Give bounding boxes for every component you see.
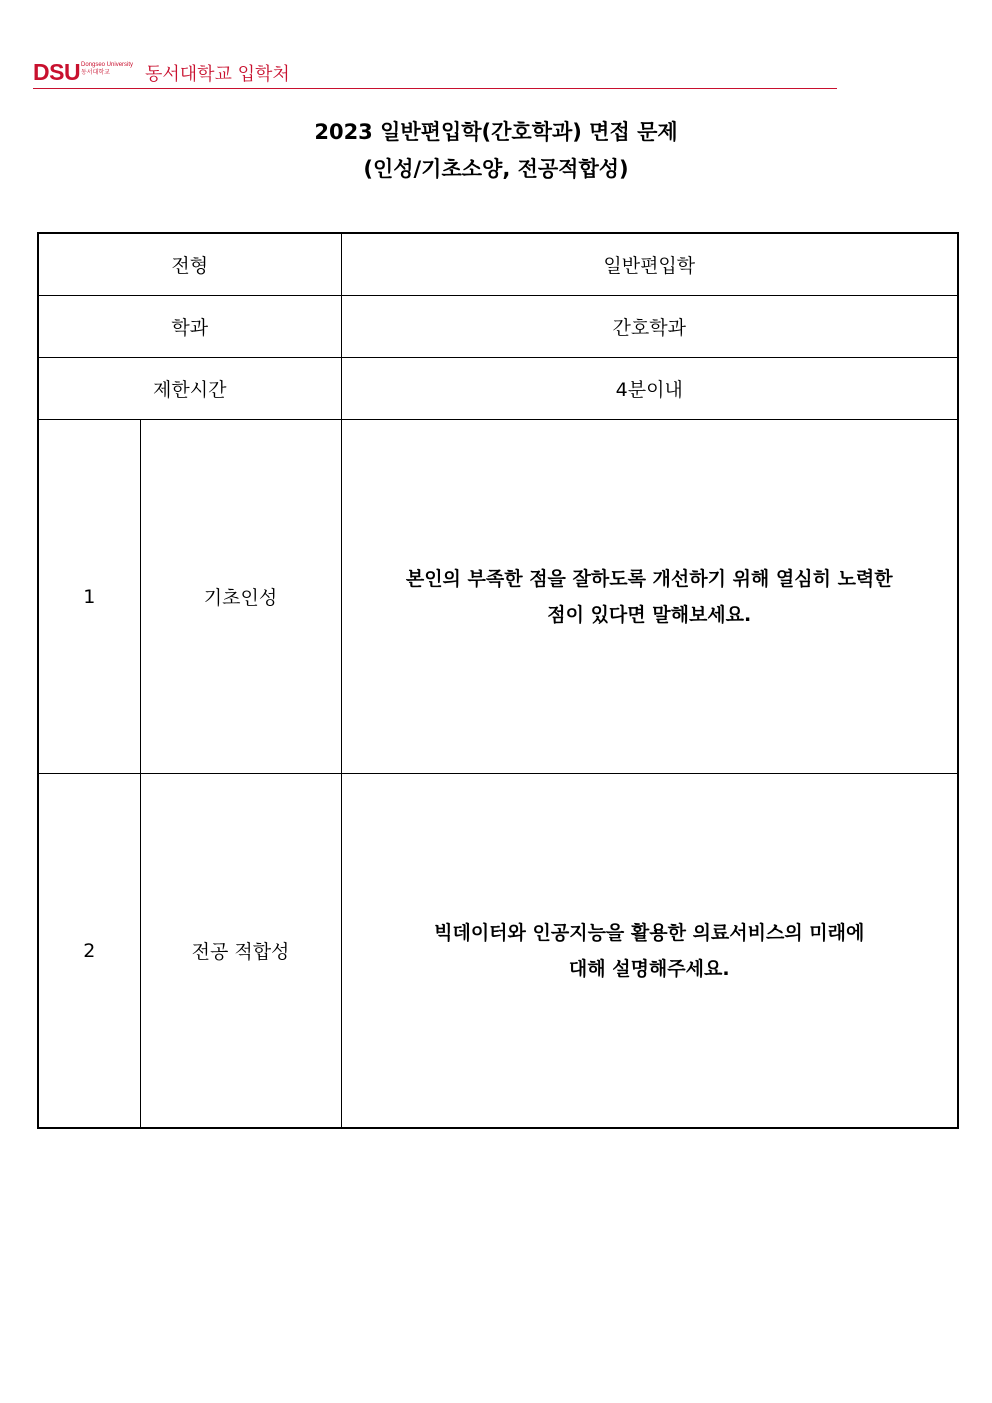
table-row-question-2	[38, 774, 958, 1129]
question-category: 기초인성	[140, 420, 341, 774]
time-limit-label: 제한시간	[38, 358, 341, 420]
question-text-line: 점이 있다면 말해보세요.	[547, 603, 752, 626]
admission-type-label: 전형	[38, 233, 341, 296]
logo-subtitle	[81, 61, 137, 77]
question-text	[341, 774, 958, 1129]
question-number: 1	[38, 420, 140, 774]
logo-english-name: Dongseo University	[81, 62, 134, 68]
table-row-question-1	[38, 420, 958, 774]
document-title: 2023 일반편입학(간호학과) 면접 문제	[314, 120, 678, 144]
document-subtitle: (인성/기초소양, 전공적합성)	[363, 157, 629, 181]
table-row-admission-type	[38, 233, 958, 296]
question-text-line: 대해 설명해주세요.	[568, 957, 730, 980]
logo-korean-name: 동서대학교	[81, 70, 110, 76]
question-text-line: 빅데이터와 인공지능을 활용한 의료서비스의 미래에	[434, 921, 865, 944]
department-value: 간호학과	[341, 296, 958, 358]
question-text-line: 본인의 부족한 점을 잘하도록 개선하기 위해 열심히 노력한	[405, 567, 893, 590]
table-row-department	[38, 296, 958, 358]
question-text	[341, 420, 958, 774]
question-category: 전공 적합성	[140, 774, 341, 1129]
page-header	[33, 58, 837, 89]
question-number: 2	[38, 774, 140, 1129]
admission-type-value: 일반편입학	[341, 233, 958, 296]
admissions-office-name: 동서대학교 입학처	[145, 64, 290, 85]
table-row-time-limit	[38, 358, 958, 420]
department-label: 학과	[38, 296, 341, 358]
dsu-logo: DSU	[33, 59, 81, 85]
time-limit-value: 4분이내	[341, 358, 958, 420]
interview-question-table	[37, 232, 959, 1129]
